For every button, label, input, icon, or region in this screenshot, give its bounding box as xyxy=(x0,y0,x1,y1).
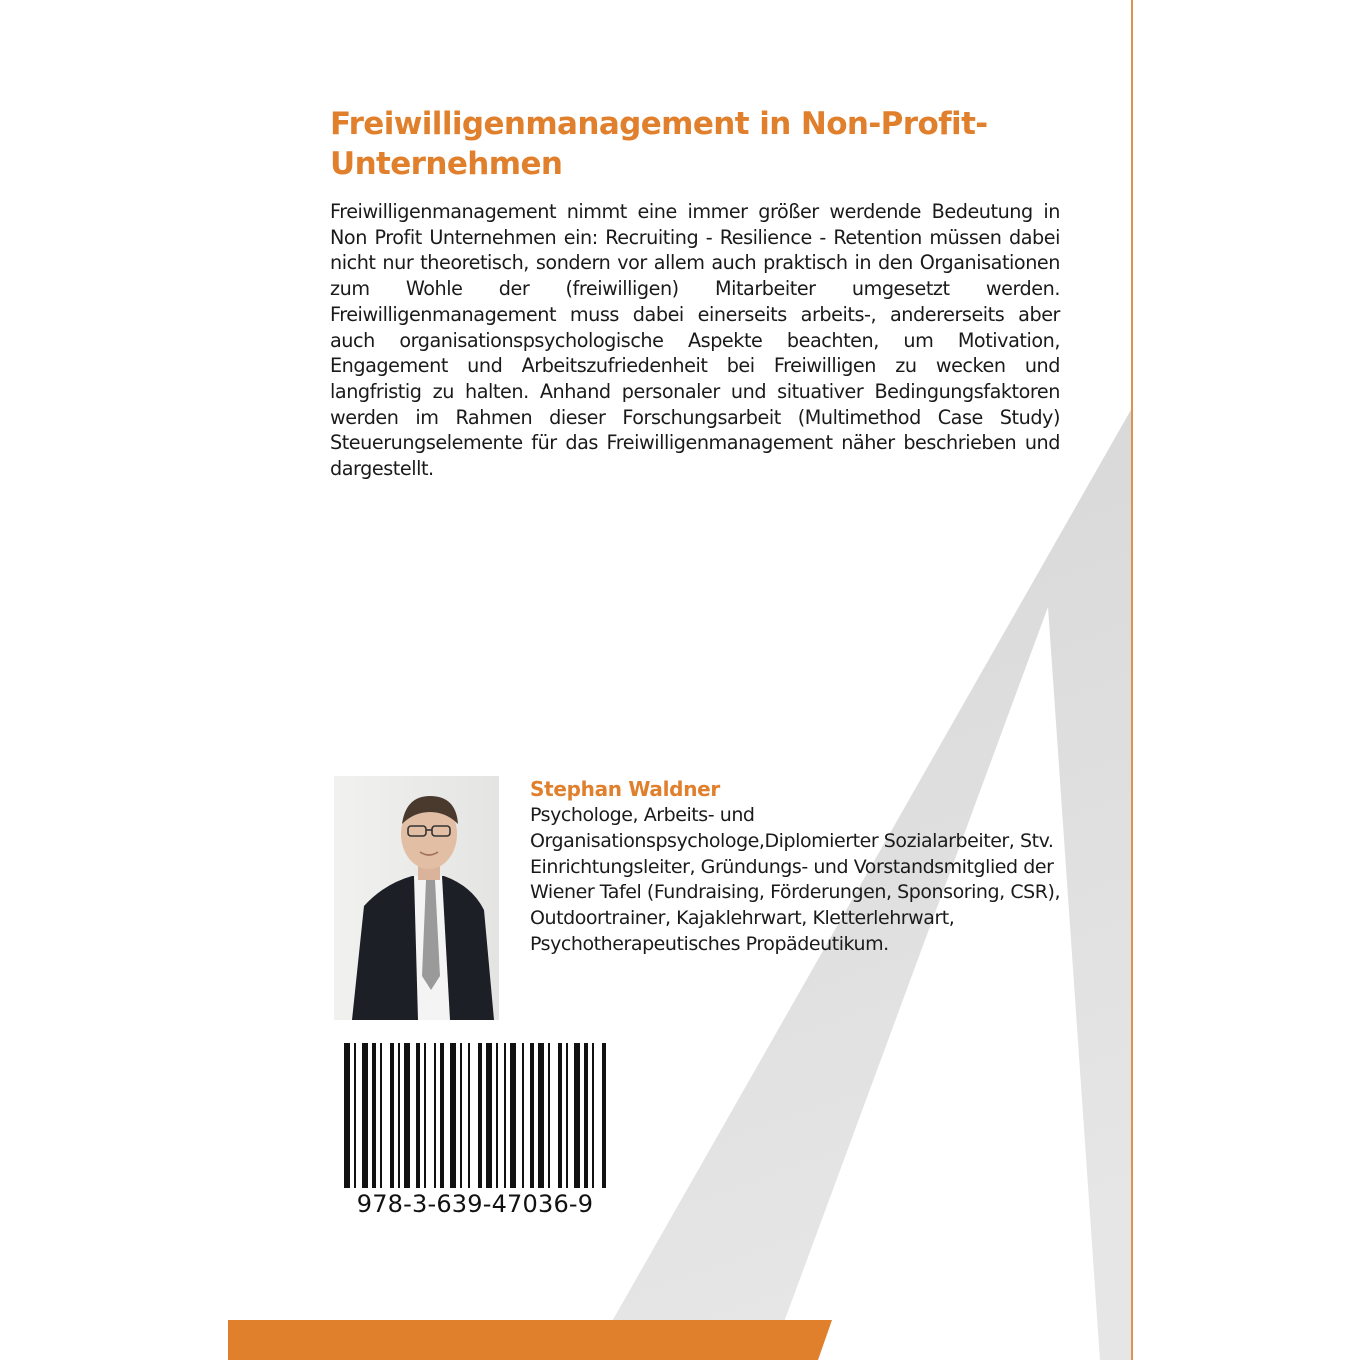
barcode-bars xyxy=(340,1043,610,1188)
barcode-bar xyxy=(344,1043,350,1188)
barcode-bar xyxy=(450,1043,456,1188)
barcode-bar xyxy=(424,1043,426,1188)
spine-line xyxy=(1131,0,1133,1360)
barcode-bar xyxy=(602,1043,606,1188)
isbn-barcode xyxy=(340,1043,610,1220)
book-description: Freiwilligenmanagement nimmt eine immer größer werdende Bedeutung in Non Profit Unternehmen ein: Recruiting - Resilience - Retention müssen dabei nicht nur theoretisch, sondern vor allem auch praktisch in den Organisationen zum Wohle der (freiwilligen) Mitarbeiter umgesetzt werden. Freiwilligenmanagement muss dabei einerseits arbeits-, andererseits aber auch organisationspsychologische Aspekte beachten, um Motivation, Engagement und Arbeitszufriedenheit bei Freiwilligen zu wecken und langfristig zu halten. Anhand personaler und situativer Bedingungsfaktoren werden im Rahmen dieser Forschungsarbeit (Multimethod Case Study) Steuerungselemente für das Freiwilligenmanagement näher beschrieben und dargestellt. xyxy=(330,200,1060,481)
isbn-number: 978-3-639-47036-9 xyxy=(356,1190,594,1218)
barcode-bar xyxy=(486,1043,492,1188)
barcode-bar xyxy=(574,1043,580,1188)
barcode-bar xyxy=(354,1043,356,1188)
barcode-bar xyxy=(558,1043,562,1188)
author-photo xyxy=(334,776,499,1020)
barcode-bar xyxy=(362,1043,368,1188)
barcode-bar xyxy=(538,1043,544,1188)
barcode-bar xyxy=(380,1043,382,1188)
barcode-bar xyxy=(496,1043,498,1188)
barcode-bar xyxy=(434,1043,436,1188)
book-title: Freiwilligenmanagement in Non-Profit-Unternehmen xyxy=(330,106,988,182)
barcode-bar xyxy=(440,1043,444,1188)
barcode-bar xyxy=(468,1043,470,1188)
barcode-bar xyxy=(478,1043,482,1188)
barcode-bar xyxy=(522,1043,524,1188)
barcode-bar xyxy=(390,1043,394,1188)
barcode-bar xyxy=(548,1043,550,1188)
barcode-bar xyxy=(460,1043,462,1188)
barcode-bar xyxy=(398,1043,400,1188)
barcode-bar xyxy=(404,1043,410,1188)
author-name: Stephan Waldner xyxy=(530,777,720,801)
barcode-bar xyxy=(372,1043,376,1188)
barcode-bar xyxy=(416,1043,420,1188)
author-bio: Psychologe, Arbeits- und Organisationspsychologe,Diplomierter Sozialarbeiter, Stv. Einrichtungsleiter, Gründungs- und Vorstandsmitglied der Wiener Tafel (Fundraising, Förderungen, Sponsoring, CSR), Outdoortrainer, Kajaklehrwart, Kletterlehrwart, Psychotherapeutisches Propädeutikum. xyxy=(530,804,1061,955)
barcode-bar xyxy=(504,1043,506,1188)
barcode-bar xyxy=(592,1043,594,1188)
barcode-bar xyxy=(566,1043,568,1188)
barcode-bar xyxy=(584,1043,588,1188)
orange-footer-band xyxy=(228,1320,832,1360)
barcode-bar xyxy=(530,1043,534,1188)
barcode-bar xyxy=(510,1043,516,1188)
